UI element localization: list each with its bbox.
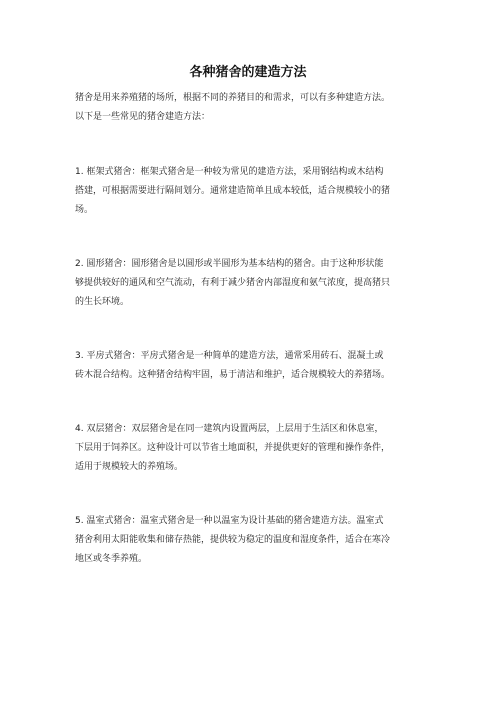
section-frame-pig-house (75, 163, 425, 220)
intro-paragraph (75, 89, 425, 127)
section-line: 2. 圆形猪舍：圆形猪舍是以圆形或半圆形为基本结构的猪舍。由于这种形状能 (75, 259, 384, 269)
section-line: 4. 双层猪舍：双层猪舍是在同一建筑内设置两层，上层用于生活区和休息室， (75, 424, 384, 434)
section-double-deck-pig-house (75, 420, 425, 477)
section-line: 砖木混合结构。这种猪舍结构牢固，易于清洁和维护，适合规模较大的养猪场。 (75, 370, 391, 380)
section-line: 的生长环境。 (75, 297, 130, 307)
section-line: 3. 平房式猪舍：平房式猪舍是一种简单的建造方法，通常采用砖石、混凝土或 (75, 351, 384, 361)
section-line: 适用于规模较大的养殖场。 (75, 462, 184, 472)
section-line: 猪舍利用太阳能收集和储存热能，提供较为稳定的温度和湿度条件，适合在寒冷 (75, 535, 391, 545)
section-line: 下层用于饲养区。这种设计可以节省土地面积，并提供更好的管理和操作条件， (75, 443, 391, 453)
section-line: 够提供较好的通风和空气流动，有利于减少猪舍内部湿度和氨气浓度，提高猪只 (75, 278, 391, 288)
section-line: 地区或冬季养殖。 (75, 554, 148, 564)
section-flat-pig-house (75, 347, 425, 385)
section-line: 搭建，可根据需要进行隔间划分。通常建造简单且成本较低，适合规模较小的猪 (75, 186, 391, 196)
section-greenhouse-pig-house (75, 512, 425, 569)
document-title: 各种猪舍的建造方法 (189, 65, 307, 80)
intro-line: 猪舍是用来养殖猪的场所，根据不同的养猪目的和需求，可以有多种建造方法。 (75, 93, 391, 103)
section-line: 场。 (75, 205, 94, 215)
intro-line: 以下是一些常见的猪舍建造方法： (75, 112, 211, 122)
section-line: 5. 温室式猪舍：温室式猪舍是一种以温室为设计基础的猪舍建造方法。温室式 (75, 516, 384, 526)
section-round-pig-house (75, 255, 425, 312)
section-line: 1. 框架式猪舍：框架式猪舍是一种较为常见的建造方法，采用钢结构或木结构 (75, 167, 384, 177)
